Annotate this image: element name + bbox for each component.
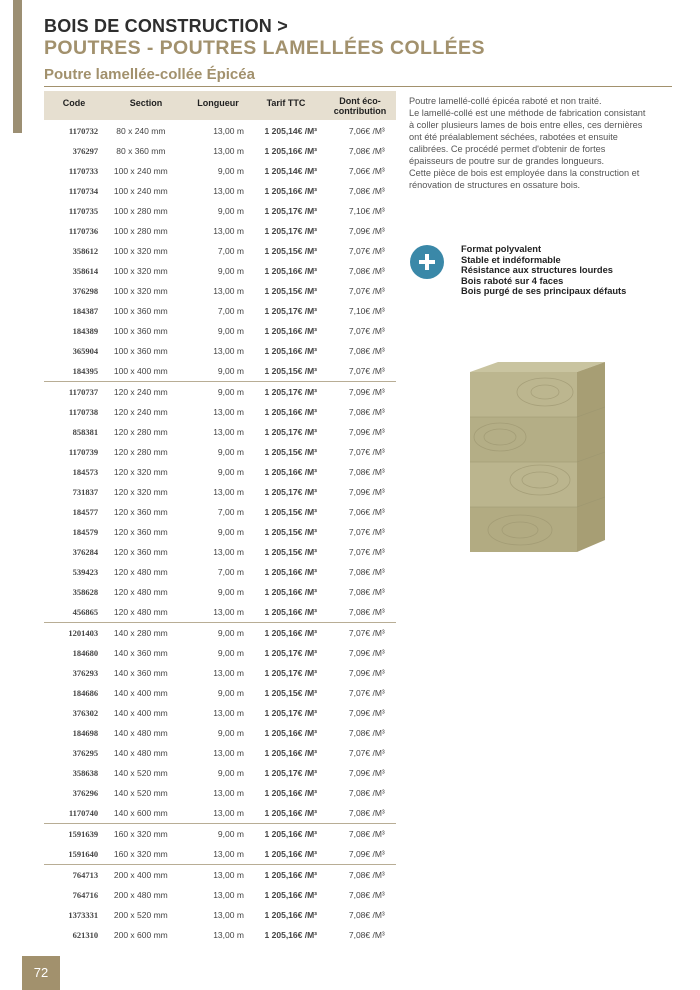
price-cell: 1 205,16€ /M³ [264, 788, 317, 798]
price-cell: 1 205,16€ /M³ [264, 467, 317, 477]
length-cell: 13,00 m [213, 547, 244, 557]
price-cell: 1 205,15€ /M³ [264, 507, 317, 517]
price-cell: 1 205,15€ /M³ [264, 246, 317, 256]
length-cell: 13,00 m [213, 427, 244, 437]
code-cell: 376295 [72, 748, 99, 758]
price-cell: 1 205,16€ /M³ [264, 748, 317, 758]
price-cell: 1 205,17€ /M³ [264, 427, 317, 437]
table-header [44, 91, 396, 120]
eco-cell: 7,09€ /M³ [348, 487, 385, 497]
code-cell: 184573 [72, 467, 99, 477]
header-length: Longueur [197, 98, 239, 108]
code-cell: 1170736 [68, 226, 99, 236]
table-row [44, 402, 396, 422]
price-cell: 1 205,14€ /M³ [264, 166, 317, 176]
feature-item: Résistance aux structures lourdes [461, 265, 613, 275]
eco-cell: 7,09€ /M³ [338, 382, 396, 403]
code-cell: 456865 [72, 607, 99, 617]
eco-cell: 7,07€ /M³ [348, 246, 385, 256]
table-row [44, 844, 396, 865]
code-cell: 1170738 [68, 407, 99, 417]
length-cell: 13,00 m [213, 930, 244, 940]
code-cell: 184680 [72, 648, 99, 658]
code-cell: 858381 [72, 427, 99, 437]
eco-cell: 7,08€ /M³ [348, 346, 385, 356]
table-row [44, 763, 396, 783]
length-cell: 13,00 m [213, 788, 244, 798]
price-cell: 1 205,16€ /M³ [264, 910, 317, 920]
code-cell: 184577 [72, 507, 99, 517]
section-cell: 140 x 280 mm [98, 623, 183, 644]
section-cell: 100 x 360 mm [113, 326, 168, 336]
table-row [44, 241, 396, 261]
table-row [44, 582, 396, 602]
table-row [44, 542, 396, 562]
eco-cell: 7,09€ /M³ [348, 648, 385, 658]
eco-cell: 7,10€ /M³ [348, 206, 385, 216]
price-cell: 1 205,16€ /M³ [264, 146, 317, 156]
code-cell: 731837 [72, 487, 99, 497]
section-cell: 100 x 280 mm [113, 206, 168, 216]
price-cell: 1 205,17€ /M³ [264, 708, 317, 718]
section-cell: 100 x 320 mm [113, 266, 168, 276]
table-row [44, 281, 396, 301]
length-cell: 9,00 m [217, 728, 244, 738]
price-cell: 1 205,16€ /M³ [264, 346, 317, 356]
eco-cell: 7,06€ /M³ [348, 507, 385, 517]
feature-item: Stable et indéformable [461, 254, 561, 265]
page-number: 72 [33, 965, 49, 980]
price-cell: 1 205,16€ /M³ [264, 849, 317, 859]
price-cell: 1 205,16€ /M³ [264, 890, 317, 900]
code-cell: 376297 [72, 146, 99, 156]
section-cell: 120 x 360 mm [113, 527, 168, 537]
length-cell: 9,00 m [217, 527, 244, 537]
header-eco-line2: contribution [333, 106, 387, 116]
length-cell: 13,00 m [213, 668, 244, 678]
section-cell: 100 x 240 mm [113, 186, 168, 196]
section-cell: 120 x 360 mm [113, 547, 168, 557]
table-row [44, 161, 396, 181]
section-cell: 100 x 240 mm [113, 166, 168, 176]
table-row [44, 783, 396, 803]
price-cell: 1 205,15€ /M³ [264, 547, 317, 557]
code-cell: 1170734 [68, 186, 99, 196]
header-eco [330, 96, 390, 116]
description-paragraph: Le lamellé-collé est une méthode de fabrication consistant à coller plusieurs lames de bois entre elles, ces dernières ont été préalablement séchées, rabotées et ensuite calibrées. Ce procédé permet d'obtenir de fortes épaisseurs de poutre sur de grandes longueurs. [409, 108, 646, 166]
length-cell: 9,00 m [217, 266, 244, 276]
code-cell: 376296 [72, 788, 99, 798]
code-cell: 376293 [72, 668, 99, 678]
price-cell: 1 205,17€ /M³ [264, 226, 317, 236]
length-cell: 9,00 m [184, 623, 244, 644]
table-row [44, 442, 396, 462]
price-cell: 1 205,16€ /M³ [264, 587, 317, 597]
code-cell: 1170733 [68, 166, 99, 176]
decorative-side-bar [13, 0, 22, 133]
price-cell: 1 205,15€ /M³ [264, 286, 317, 296]
section-cell: 100 x 320 mm [113, 246, 168, 256]
table-row [44, 502, 396, 522]
section-cell: 100 x 400 mm [113, 366, 168, 376]
eco-cell: 7,07€ /M³ [348, 527, 385, 537]
length-cell: 9,00 m [184, 824, 244, 845]
price-cell: 1 205,17€ /M³ [264, 206, 317, 216]
code-cell: 358614 [72, 266, 99, 276]
table-row [44, 683, 396, 703]
table-row [44, 663, 396, 683]
table-row [44, 602, 396, 623]
code-cell: 184389 [72, 326, 99, 336]
eco-cell: 7,08€ /M³ [348, 266, 385, 276]
length-cell: 13,00 m [213, 126, 244, 136]
price-cell: 1 205,15€ /M³ [264, 527, 317, 537]
eco-cell: 7,07€ /M³ [348, 688, 385, 698]
eco-cell: 7,06€ /M³ [348, 166, 385, 176]
length-cell: 9,00 m [217, 166, 244, 176]
eco-cell: 7,10€ /M³ [348, 306, 385, 316]
table-row [44, 865, 396, 886]
length-cell: 7,00 m [217, 306, 244, 316]
table-row [44, 743, 396, 763]
price-cell: 1 205,16€ /M³ [244, 623, 338, 644]
price-cell: 1 205,17€ /M³ [264, 487, 317, 497]
section-cell: 100 x 360 mm [113, 346, 168, 356]
code-cell: 358638 [72, 768, 99, 778]
eco-cell: 7,08€ /M³ [348, 788, 385, 798]
code-cell: 358612 [72, 246, 99, 256]
code-cell: 764716 [72, 890, 99, 900]
header-price: Tarif TTC [266, 98, 306, 108]
length-cell: 9,00 m [217, 768, 244, 778]
eco-cell: 7,08€ /M³ [348, 728, 385, 738]
price-cell: 1 205,16€ /M³ [264, 930, 317, 940]
eco-cell: 7,08€ /M³ [348, 567, 385, 577]
price-cell: 1 205,15€ /M³ [264, 447, 317, 457]
eco-cell: 7,08€ /M³ [348, 607, 385, 617]
description-paragraph: Poutre lamellé-collé épicéa raboté et non traité. [409, 96, 602, 106]
section-cell: 140 x 360 mm [113, 668, 168, 678]
table-row [44, 723, 396, 743]
section-cell: 120 x 480 mm [113, 587, 168, 597]
eco-cell: 7,09€ /M³ [348, 427, 385, 437]
code-cell: 1201403 [44, 623, 98, 644]
eco-cell: 7,08€ /M³ [348, 467, 385, 477]
section-cell: 140 x 480 mm [113, 748, 168, 758]
section-cell: 120 x 280 mm [113, 447, 168, 457]
table-row [44, 462, 396, 482]
price-cell: 1 205,16€ /M³ [264, 266, 317, 276]
section-cell: 140 x 520 mm [113, 768, 168, 778]
section-cell: 120 x 480 mm [113, 567, 168, 577]
code-cell: 1170740 [68, 808, 99, 818]
eco-cell: 7,08€ /M³ [348, 186, 385, 196]
price-cell: 1 205,16€ /M³ [264, 326, 317, 336]
code-cell: 1170739 [68, 447, 99, 457]
section-cell: 120 x 360 mm [113, 507, 168, 517]
code-cell: 621310 [72, 930, 99, 940]
code-cell: 376298 [72, 286, 99, 296]
section-cell: 120 x 320 mm [113, 467, 168, 477]
eco-cell: 7,08€ /M³ [348, 587, 385, 597]
length-cell: 9,00 m [184, 382, 244, 403]
section-cell: 120 x 280 mm [113, 427, 168, 437]
eco-cell: 7,07€ /M³ [338, 623, 396, 644]
length-cell: 9,00 m [217, 648, 244, 658]
header-section: Section [129, 98, 163, 108]
table-row [44, 181, 396, 201]
eco-cell: 7,08€ /M³ [348, 930, 385, 940]
section-cell: 140 x 600 mm [113, 808, 168, 818]
page-title: POUTRES - POUTRES LAMELLÉES COLLÉES [44, 37, 485, 59]
length-cell: 13,00 m [213, 286, 244, 296]
price-cell: 1 205,15€ /M³ [264, 366, 317, 376]
product-description [409, 95, 649, 191]
price-cell: 1 205,17€ /M³ [244, 382, 338, 403]
eco-cell: 7,08€ /M³ [348, 808, 385, 818]
length-cell: 7,00 m [217, 567, 244, 577]
length-cell: 9,00 m [217, 366, 244, 376]
table-row [44, 803, 396, 824]
price-cell: 1 205,15€ /M³ [264, 688, 317, 698]
table-row [44, 382, 396, 403]
section-cell: 100 x 360 mm [113, 306, 168, 316]
code-cell: 376302 [72, 708, 99, 718]
length-cell: 13,00 m [213, 226, 244, 236]
code-cell: 184686 [72, 688, 99, 698]
length-cell: 9,00 m [217, 206, 244, 216]
header-code: Code [62, 98, 86, 108]
plus-icon [410, 245, 444, 279]
eco-cell: 7,07€ /M³ [348, 748, 385, 758]
table-row [44, 905, 396, 925]
eco-cell: 7,07€ /M³ [348, 366, 385, 376]
price-cell: 1 205,16€ /M³ [264, 607, 317, 617]
section-cell: 140 x 400 mm [113, 708, 168, 718]
section-cell: 140 x 480 mm [113, 728, 168, 738]
table-row [44, 925, 396, 945]
eco-cell: 7,07€ /M³ [348, 447, 385, 457]
length-cell: 13,00 m [213, 890, 244, 900]
table-row [44, 562, 396, 582]
eco-cell: 7,09€ /M³ [348, 226, 385, 236]
table-row [44, 522, 396, 542]
code-cell: 1170735 [68, 206, 99, 216]
eco-cell: 7,09€ /M³ [348, 708, 385, 718]
section-cell: 100 x 280 mm [113, 226, 168, 236]
length-cell: 9,00 m [217, 688, 244, 698]
length-cell: 9,00 m [217, 326, 244, 336]
glulam-beam-image [470, 362, 605, 552]
table-row [44, 885, 396, 905]
eco-cell: 7,08€ /M³ [348, 146, 385, 156]
length-cell: 13,00 m [213, 407, 244, 417]
eco-cell: 7,07€ /M³ [348, 547, 385, 557]
section-cell: 140 x 400 mm [113, 688, 168, 698]
table-row [44, 623, 396, 644]
length-cell: 13,00 m [213, 146, 244, 156]
price-cell: 1 205,16€ /M³ [244, 865, 338, 886]
code-cell: 184387 [72, 306, 99, 316]
table-row [44, 361, 396, 382]
price-cell: 1 205,16€ /M³ [264, 728, 317, 738]
code-cell: 358628 [72, 587, 99, 597]
table-row [44, 221, 396, 241]
eco-cell: 7,09€ /M³ [348, 768, 385, 778]
price-cell: 1 205,17€ /M³ [264, 668, 317, 678]
table-row [44, 141, 396, 161]
eco-cell: 7,06€ /M³ [348, 126, 385, 136]
length-cell: 13,00 m [213, 607, 244, 617]
code-cell: 376284 [72, 547, 99, 557]
section-cell: 200 x 400 mm [98, 865, 183, 886]
length-cell: 9,00 m [217, 587, 244, 597]
feature-list [461, 244, 626, 297]
length-cell: 13,00 m [213, 708, 244, 718]
table-row [44, 261, 396, 281]
section-cell: 140 x 520 mm [113, 788, 168, 798]
price-cell: 1 205,16€ /M³ [264, 567, 317, 577]
length-cell: 13,00 m [213, 186, 244, 196]
code-cell: 184579 [72, 527, 99, 537]
length-cell: 13,00 m [213, 910, 244, 920]
length-cell: 9,00 m [217, 467, 244, 477]
length-cell: 13,00 m [213, 748, 244, 758]
eco-cell: 7,09€ /M³ [348, 849, 385, 859]
table-row [44, 201, 396, 221]
code-cell: 1591640 [68, 849, 99, 859]
section-cell: 200 x 600 mm [113, 930, 168, 940]
section-cell: 80 x 240 mm [116, 126, 166, 136]
length-cell: 13,00 m [213, 487, 244, 497]
table-row [44, 703, 396, 723]
eco-cell: 7,08€ /M³ [348, 910, 385, 920]
table-row [44, 643, 396, 663]
price-cell: 1 205,14€ /M³ [264, 126, 317, 136]
section-cell: 120 x 240 mm [113, 407, 168, 417]
table-row [44, 321, 396, 341]
section-cell: 120 x 240 mm [98, 382, 183, 403]
price-cell: 1 205,17€ /M³ [264, 306, 317, 316]
price-cell: 1 205,16€ /M³ [264, 808, 317, 818]
eco-cell: 7,08€ /M³ [338, 824, 396, 845]
eco-cell: 7,08€ /M³ [338, 865, 396, 886]
price-table [44, 121, 396, 945]
eco-cell: 7,09€ /M³ [348, 668, 385, 678]
section-cell: 200 x 520 mm [113, 910, 168, 920]
section-cell: 160 x 320 mm [113, 849, 168, 859]
length-cell: 9,00 m [217, 447, 244, 457]
table-row [44, 824, 396, 845]
eco-cell: 7,07€ /M³ [348, 286, 385, 296]
page-number-box [22, 956, 60, 990]
section-cell: 120 x 320 mm [113, 487, 168, 497]
length-cell: 13,00 m [213, 346, 244, 356]
code-cell: 764713 [44, 865, 98, 886]
length-cell: 7,00 m [217, 507, 244, 517]
price-cell: 1 205,16€ /M³ [264, 407, 317, 417]
code-cell: 1170737 [44, 382, 98, 403]
table-row [44, 341, 396, 361]
code-cell: 365904 [72, 346, 99, 356]
length-cell: 13,00 m [213, 849, 244, 859]
eco-cell: 7,08€ /M³ [348, 890, 385, 900]
length-cell: 13,00 m [184, 865, 244, 886]
code-cell: 1170732 [68, 126, 99, 136]
code-cell: 1591639 [44, 824, 98, 845]
price-cell: 1 205,16€ /M³ [244, 824, 338, 845]
feature-item: Format polyvalent [461, 244, 542, 254]
table-row [44, 121, 396, 141]
section-cell: 200 x 480 mm [113, 890, 168, 900]
price-cell: 1 205,16€ /M³ [264, 186, 317, 196]
code-cell: 184395 [72, 366, 99, 376]
table-row [44, 482, 396, 502]
length-cell: 7,00 m [217, 246, 244, 256]
section-cell: 100 x 320 mm [113, 286, 168, 296]
code-cell: 184698 [72, 728, 99, 738]
section-cell: 120 x 480 mm [113, 607, 168, 617]
feature-item: Bois raboté sur 4 faces [461, 275, 564, 286]
section-cell: 80 x 360 mm [116, 146, 166, 156]
price-cell: 1 205,17€ /M³ [264, 648, 317, 658]
eco-cell: 7,07€ /M³ [348, 326, 385, 336]
price-cell: 1 205,17€ /M³ [264, 768, 317, 778]
code-cell: 1373331 [68, 910, 99, 920]
description-paragraph: Cette pièce de bois est employée dans la construction et rénovation de structures en ossature bois. [409, 168, 640, 190]
category-title: BOIS DE CONSTRUCTION > [44, 16, 288, 36]
length-cell: 13,00 m [213, 808, 244, 818]
eco-cell: 7,08€ /M³ [348, 407, 385, 417]
table-row [44, 301, 396, 321]
title-divider [44, 86, 672, 87]
header-eco-line1: Dont éco- [339, 96, 381, 106]
product-subtitle: Poutre lamellée-collée Épicéa [44, 66, 255, 83]
table-row [44, 422, 396, 442]
feature-item: Bois purgé de ses principaux défauts [461, 286, 627, 296]
code-cell: 539423 [72, 567, 99, 577]
section-cell: 160 x 320 mm [98, 824, 183, 845]
section-cell: 140 x 360 mm [113, 648, 168, 658]
